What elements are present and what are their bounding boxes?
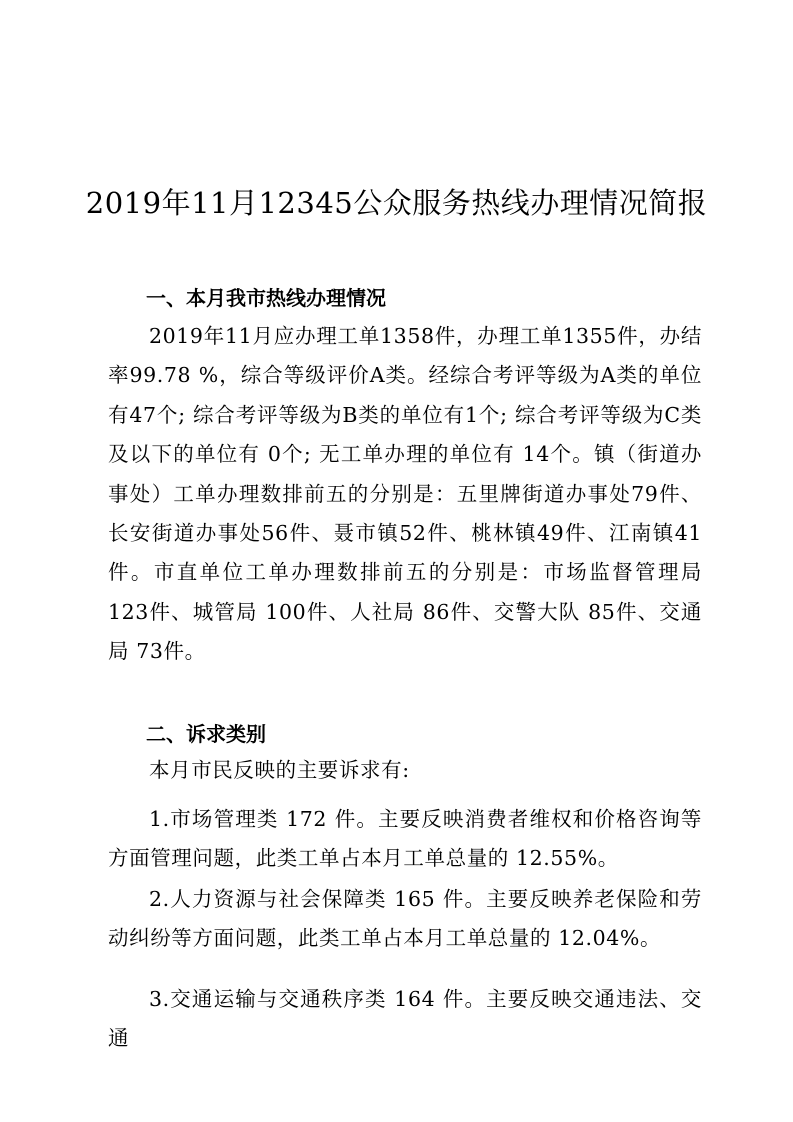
section-1-paragraph: 2019年11月应办理工单1358件，办理工单1355件，办结率99.78 %，综合等级评价A类。经综合考评等级为A类的单位有47个; 综合考评等级为B类的单位有1个; 综合考评等级为C类及以下的单位有 0个; 无工单办理的单位有 14个。镇（街道办事处）工单办理数排前五的分别是：五里牌街道办事处79件、长安街道办事处56件、聂市镇52件、桃林镇49件、江南镇41件。市直单位工单办理数排前五的分别是：市场监督管理局 123件、城管局 100件、人社局 86件、交警大队 85件、交通局 73件。 bbox=[108, 324, 702, 664]
document-title: 2019年11月12345公众服务热线办理情况简报 bbox=[85, 186, 708, 220]
section-2-intro: 本月市民反映的主要诉求有: bbox=[149, 758, 410, 782]
section-heading-1: 一、本月我市热线办理情况 bbox=[146, 286, 386, 310]
list-item: 1.市场管理类 172 件。主要反映消费者维权和价格咨询等方面管理问题，此类工单占本月工单总量的 12.55%。 bbox=[108, 807, 702, 871]
list-item: 2.人力资源与社会保障类 165 件。主要反映养老保险和劳动纠纷等方面问题，此类工单占本月工单总量的 12.04%。 bbox=[108, 887, 702, 951]
section-heading-2: 二、诉求类别 bbox=[146, 722, 266, 746]
list-item: 3.交通运输与交通秩序类 164 件。主要反映交通违法、交通 bbox=[108, 987, 702, 1051]
